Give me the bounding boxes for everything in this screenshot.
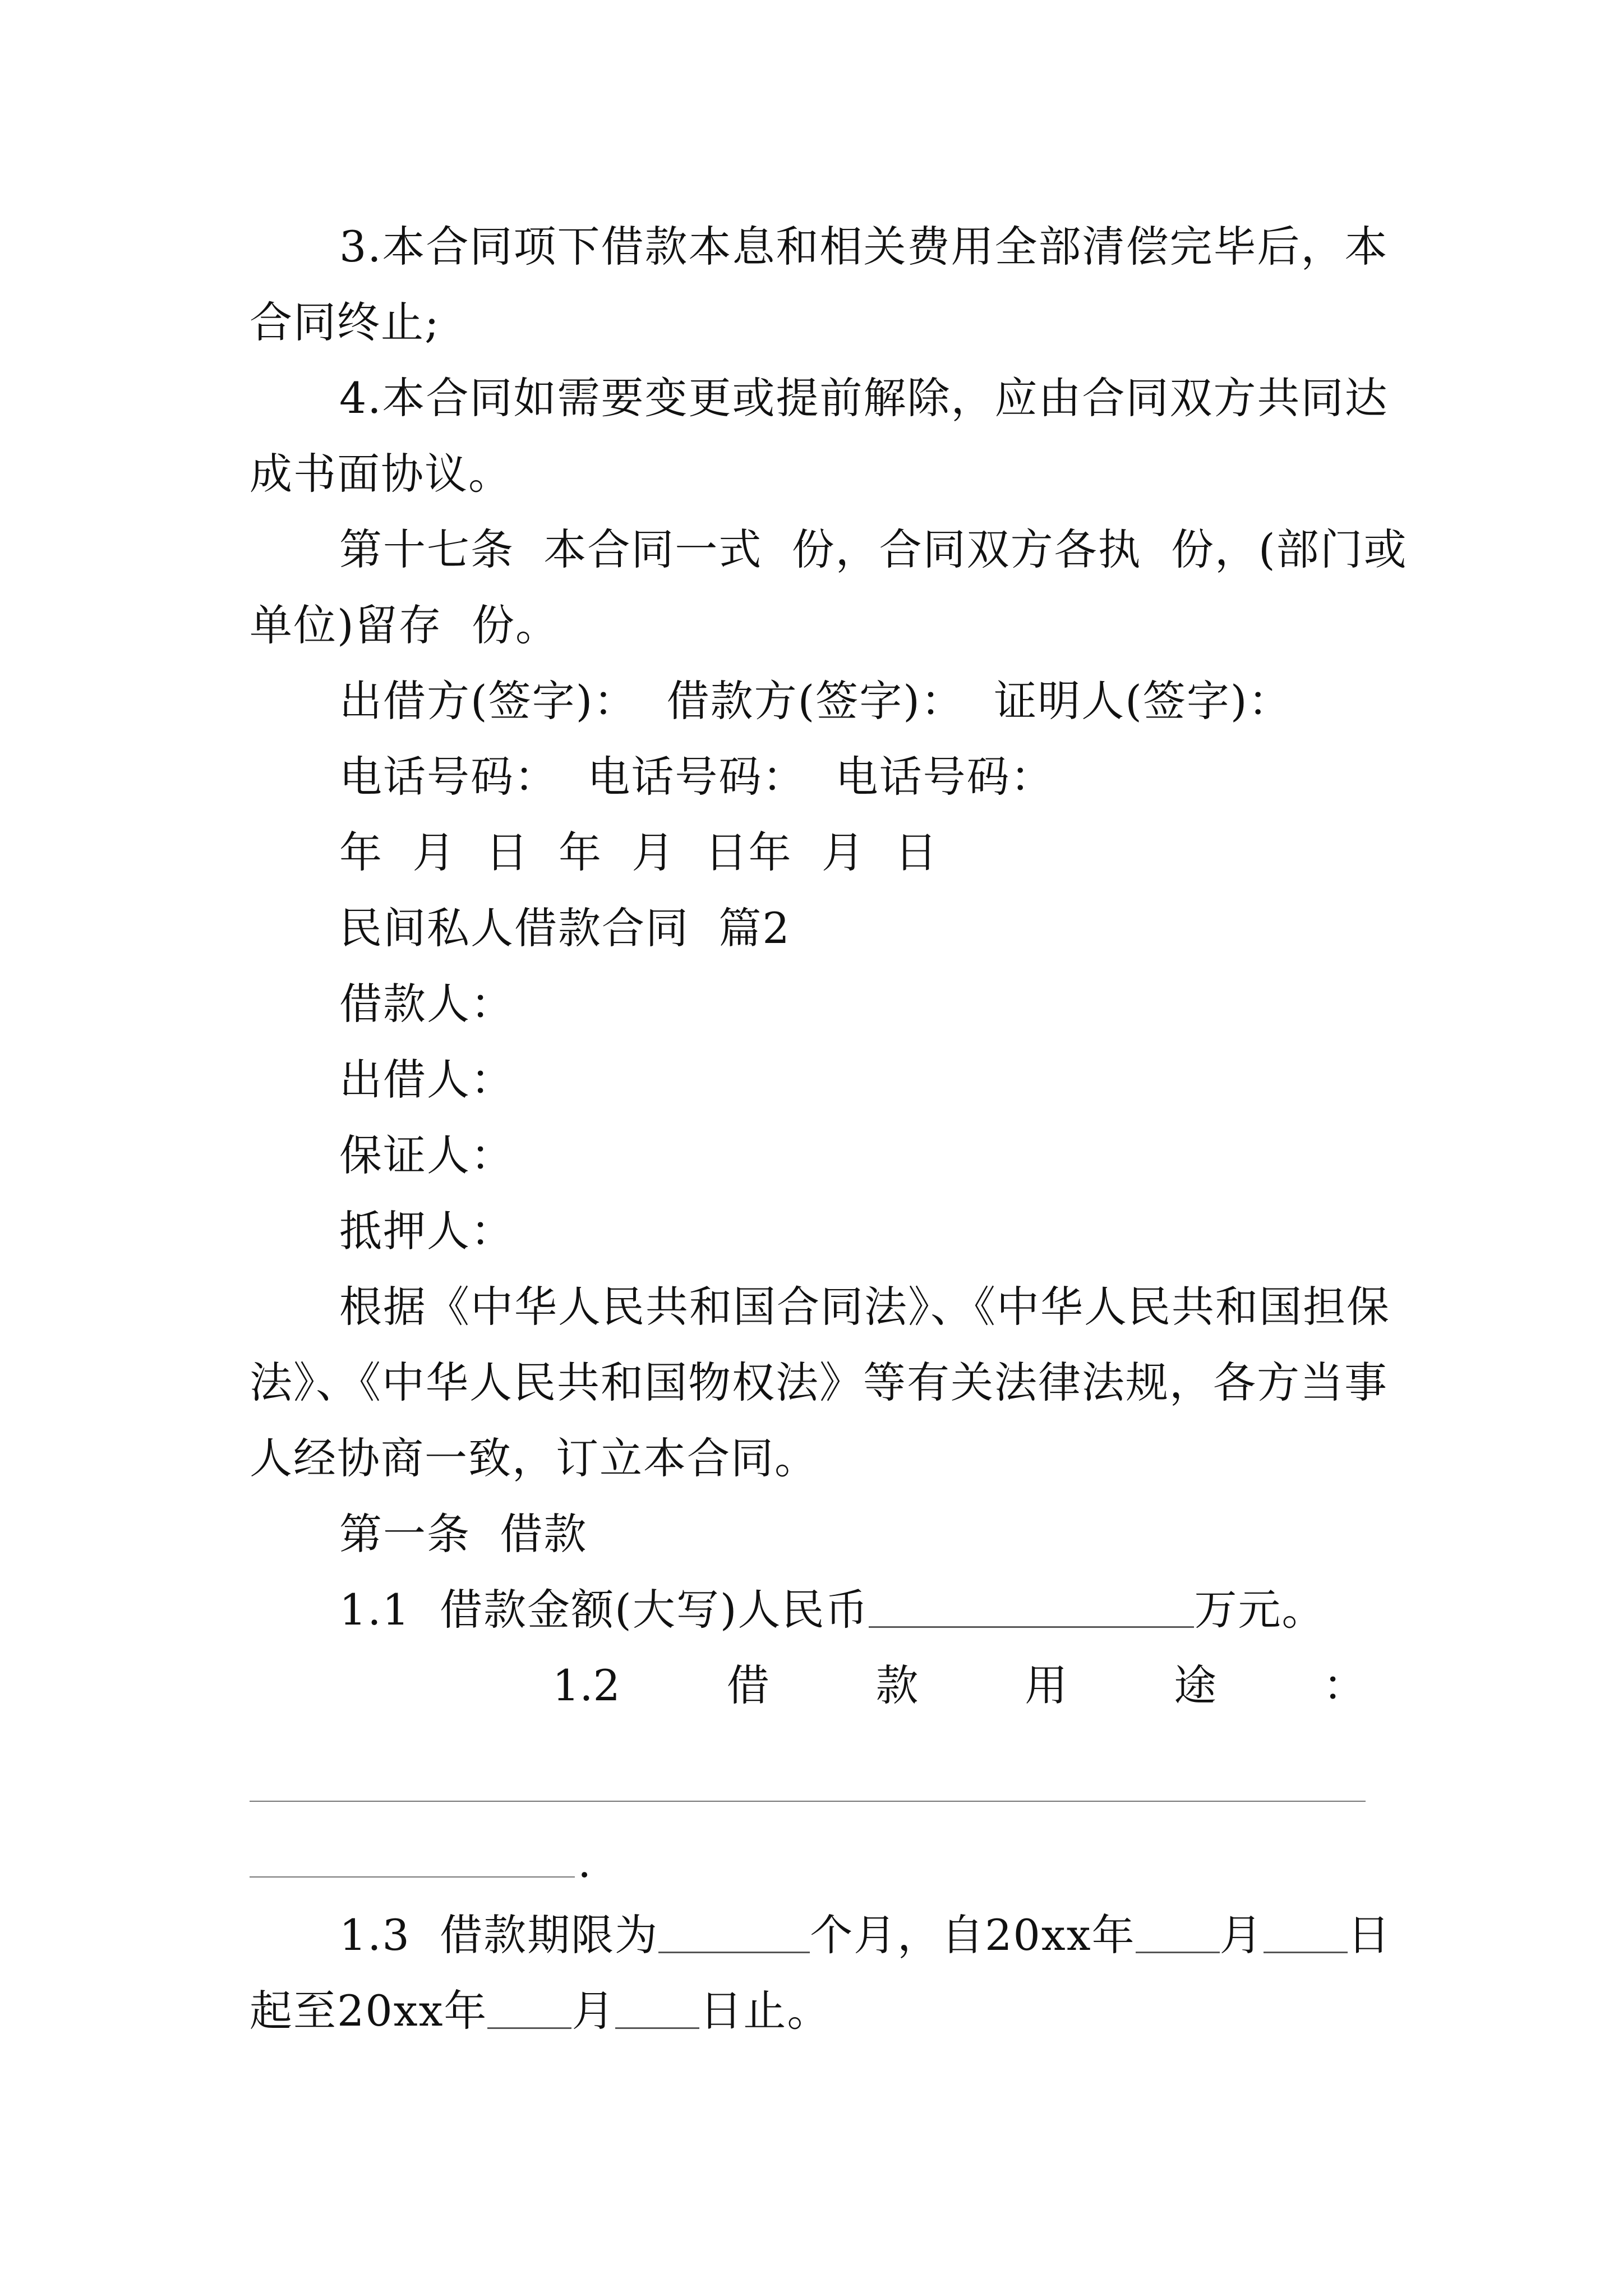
article-1-heading: 第一条 借款 xyxy=(339,1509,588,1559)
lender-label: 出借人： xyxy=(339,1055,514,1105)
clause-1-3-loan-term-line2 xyxy=(250,1983,1388,2039)
clause-1-2-colon: ： xyxy=(1322,1660,1366,1710)
start-day-blank xyxy=(1264,1909,1348,1953)
clause-1-1-loan-amount xyxy=(339,1582,1388,1638)
loan-purpose-blank-line1 xyxy=(250,1801,1366,1802)
clause-3-termination-line2: 合同终止; xyxy=(250,297,440,347)
clause-1-2-number: 1.2 xyxy=(552,1660,620,1710)
clause-1-3-text: 起至20xx年 xyxy=(250,1986,488,2036)
clause-1-3-text: 月 xyxy=(571,1986,616,2036)
clause-1-2-char: 借 xyxy=(726,1660,769,1710)
section-heading-part-2: 民间私人借款合同 篇2 xyxy=(339,903,791,953)
clause-1-1-prefix: 1.1 借款金额(大写)人民币 xyxy=(339,1585,869,1635)
clause-1-3-text: 日止。 xyxy=(699,1986,831,2036)
loan-purpose-end-mark: . xyxy=(578,1837,593,1887)
start-month-blank xyxy=(1136,1909,1220,1953)
clause-3-termination-line1: 3.本合同项下借款本息和相关费用全部清偿完毕后，本 xyxy=(339,222,1389,272)
clause-1-1-suffix: 万元。 xyxy=(1194,1585,1326,1635)
borrower-label: 借款人： xyxy=(339,979,514,1029)
date-row: 年 月 日 年 月 日年 月 日 xyxy=(339,827,939,877)
guarantor-label: 保证人： xyxy=(339,1130,514,1180)
preamble-line1: 根据《中华人民共和国合同法》、《中华人民共和国担保 xyxy=(339,1282,1390,1332)
article-17-copies-line1: 第十七条 本合同一式 份，合同双方各执 份，(部门或 xyxy=(339,524,1408,574)
clause-1-3-loan-term-line1 xyxy=(339,1907,1391,1963)
clause-1-2-char: 用 xyxy=(1025,1660,1068,1710)
loan-amount-blank xyxy=(869,1584,1194,1628)
preamble-line3: 人经协商一致，订立本合同。 xyxy=(250,1433,818,1483)
loan-purpose-blank-line2 xyxy=(250,1876,575,1878)
clause-4-amendment-line1: 4.本合同如需要变更或提前解除，应由合同双方共同达 xyxy=(339,373,1389,423)
preamble-line2: 法》、《中华人民共和国物权法》等有关法律法规，各方当事 xyxy=(250,1358,1388,1407)
mortgagor-label: 抵押人： xyxy=(339,1206,514,1256)
clause-1-3-text: 个月，自20xx年 xyxy=(810,1910,1136,1960)
end-day-blank xyxy=(615,1985,699,2029)
clause-1-2-char: 款 xyxy=(875,1660,919,1710)
clause-1-2-loan-purpose xyxy=(552,1658,1366,1714)
clause-1-3-text: 日 xyxy=(1347,1910,1391,1960)
clause-4-amendment-line2: 成书面协议。 xyxy=(250,449,512,499)
clause-1-3-text: 月 xyxy=(1219,1910,1264,1960)
article-17-copies-line2: 单位)留存 份。 xyxy=(250,600,559,650)
term-months-blank xyxy=(658,1909,810,1953)
phone-number-row: 电话号码： 电话号码： 电话号码： xyxy=(339,752,1054,802)
end-month-blank xyxy=(487,1985,571,2029)
clause-1-3-text: 1.3 借款期限为 xyxy=(339,1910,659,1960)
signature-row: 出借方(签字)： 借款方(签字)： 证明人(签字)： xyxy=(339,676,1292,726)
clause-1-2-char: 途 xyxy=(1174,1660,1217,1710)
